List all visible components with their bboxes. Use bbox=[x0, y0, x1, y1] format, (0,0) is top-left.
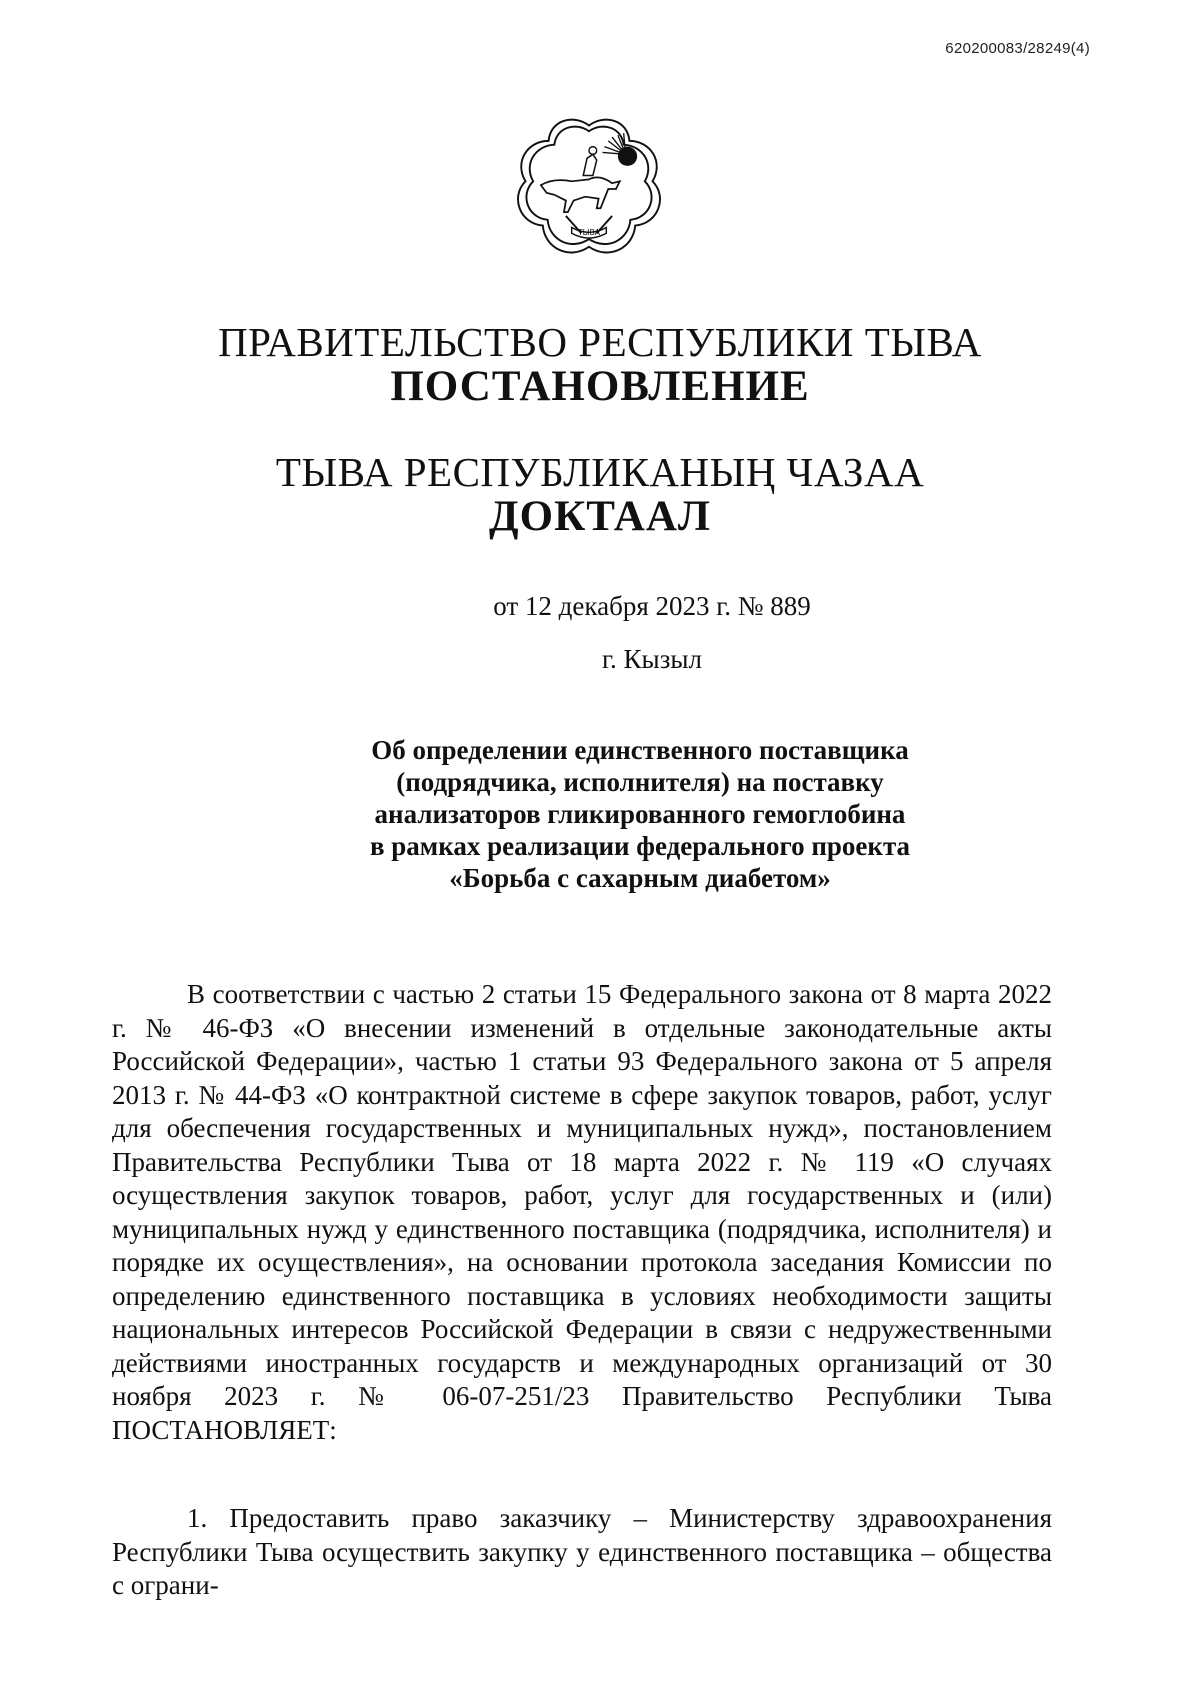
document-subject bbox=[300, 734, 980, 894]
clause-1-paragraph: 1. Предоставить право заказчику – Министерству здравоохранения Республики Тыва осуществить закупку у единственного поставщика – общества с ограни- bbox=[112, 1503, 1052, 1600]
subject-line: «Борьба с сахарным диабетом» bbox=[449, 863, 831, 893]
svg-text:ТЫВА: ТЫВА bbox=[577, 228, 601, 238]
document-type-tuvan: ДОКТААЛ bbox=[489, 493, 711, 540]
government-title: ПРАВИТЕЛЬСТВО РЕСПУБЛИКИ ТЫВА bbox=[218, 319, 982, 365]
subject-line: (подрядчика, исполнителя) на поставку bbox=[396, 767, 884, 797]
document-registration-number: 620200083/28249(4) bbox=[945, 40, 1090, 57]
government-title-tuvan: ТЫВА РЕСПУБЛИКАНЫҢ ЧАЗАА bbox=[275, 449, 925, 495]
subject-line: анализаторов гликированного гемоглобина bbox=[374, 799, 906, 829]
document-type-ru: ПОСТАНОВЛЕНИЕ bbox=[390, 363, 810, 410]
preamble-paragraph: В соответствии с частью 2 статьи 15 Федерального закона от 8 марта 2022 г. № 46-ФЗ «О внесении изменений в отдельные законодательные акты Российской Федерации», частью 1 статьи 93 Федерального закона от 5 апреля 2013 г. № 44-ФЗ «О контрактной системе в сфере закупок товаров, работ, услуг для обеспечения государственных и муниципальных нужд», постановлением Правительства Республики Тыва от 18 марта 2022 г. № 119 «О случаях осуществления закупок товаров, работ, услуг для государственных и (или) муниципальных нужд у единственного поставщика (подрядчика, исполнителя) и порядке их осуществления», на основании протокола заседания Комиссии по определению единственного поставщика в условиях необходимости защиты национальных интересов Российской Федерации в связи с недружественными действиями иностранных государств и международных организаций от 30 ноября 2023 г. № 06-07-251/23 Правительство Республики Тыва ПОСТАНОВЛЯЕТ: bbox=[112, 979, 1052, 1445]
tuva-coat-of-arms-icon bbox=[512, 112, 666, 266]
subject-line: в рамках реализации федерального проекта bbox=[369, 831, 911, 861]
document-date-number: от 12 декабря 2023 г. № 889 bbox=[493, 591, 811, 621]
subject-line: Об определении единственного поставщика bbox=[371, 735, 909, 765]
document-city: г. Кызыл bbox=[602, 644, 702, 674]
